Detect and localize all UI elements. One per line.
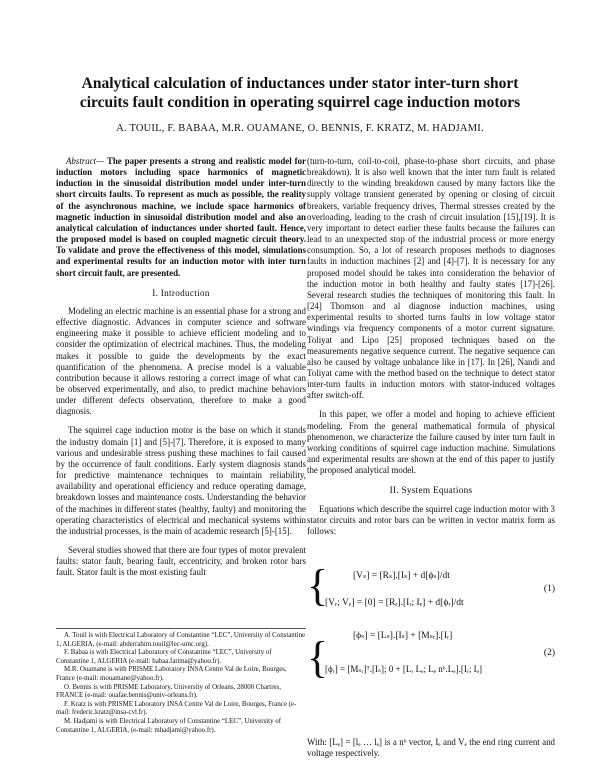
body-paragraph: In this paper, we offer a model and hoping to achieve efficient modeling. From the general mathematical formula of physical phenomenon, we characterize the failure caused by inter turn fault in working conditions of squirrel cage induction machine. Simulations and experimental results are shown at the end of this paper to justify the proposed analytical model. bbox=[307, 409, 555, 476]
equation-1 bbox=[307, 560, 555, 618]
equation-1-line-1: [Vₛ] = [Rₛ].[Iₛ] + d[ϕₛ]/dt bbox=[353, 571, 450, 581]
footnote: M. Hadjami is with Electrical Laboratory of Constantine “LEC”, University of Constantine 1, ALGERIA, (e-mail: mhadjami@yahoo.fr). bbox=[56, 717, 281, 734]
equation-2-line-2: [ϕᵣ] = [Mₛᵣ]ᵀ.[Iₛ]; 0 + [Lᵣ Lₑ; Lₑ nᵇ.Lₑ].[Iᵣ; Iₑ] bbox=[325, 664, 482, 674]
abstract-label: Abstract bbox=[66, 156, 97, 166]
title-line-1: Analytical calculation of inductances under stator inter-turn short bbox=[81, 75, 519, 92]
footnote-rule bbox=[56, 628, 306, 629]
footnote: F. Babaa is with Electrical Laboratory of Constantine “LEC”, University of Constantine 1, ALGERIA (e-mail: babaa.fatima@yahoo.fr). bbox=[56, 649, 272, 665]
intro-paragraph-3: Several studies showed that there are four types of motor prevalent faults: stator fault, bearing fault, eccentricity, and broken rotor bars fault. Stator fault is the most existing fault bbox=[56, 545, 306, 578]
paper-title bbox=[40, 74, 560, 112]
abstract bbox=[56, 156, 306, 279]
body-paragraph: (turn-to-turn, coil-to-coil, phase-to-phase short circuits, and phase breakdown). It is also well known that the inter turn fault is related directly to the winding breakdown caused by many factors like the supply voltage transient generated by opening or closing of circuit breakers, variable frequency drives, Thermal stresses created by the overloading, leading to the crash of circuit insulation [15],[19]. It is very important to detect earlier these faults because the failures can lead to an unexpected stop of the industrial process or more energy consumption. So, a lot of research proposes methods to diagnoses faults in induction machines [2] and [4]-[7]. It is necessary for any proposed model should be takes into consideration the behavior of the induction motor in both healthy and faulty states [17]-[26]. Several research studies the techniques of monitoring this fault. In [24] Thomson and al diagnose induction machines, using experimental results to shorted turns faults in low voltage stator windings via frequency components of a motor current signature. Toliyat and Lipo [25] proposed techniques based on the measurements negative sequence current. The negative sequence can also be caused by voltage unbalance like in [17]. In [26], Nandi and Toliyat came with the method based on the technique to detect stator inter-turn faults in induction motors with stator-induced voltages after switch-off. bbox=[307, 156, 555, 401]
footnote: A. Touil is with Electrical Laboratory of Constantine “LEC”, University of Constantine 1, ALGERIA, (e-mail: abderrahim.touil@lec-umc.org). bbox=[56, 632, 306, 648]
left-brace: { bbox=[307, 633, 329, 682]
abstract-text: The paper presents a strong and realistic model for induction motors including space harmonics of magnetic induction in the sinusoidal distribution model under inter-turn short circuits faults. To represent as much as possible, the reality of the asynchronous machine, we include space harmonics of magnetic induction in sinusoidal distribution model and also an analytical calculation of inductances under shorted fault. Hence, the proposed model is based on coupled magnetic circuit theory. To validate and prove the effectiveness of this model, simulations and experimental results for an induction motor with inter turn short circuit fault, are presented. bbox=[56, 156, 306, 278]
equations-intro: Equations which describe the squirrel cage induction motor with 3 stator circuits and rotor bars can be written in vector matrix form as follows: bbox=[307, 503, 555, 536]
left-column bbox=[56, 156, 306, 578]
section-heading-introduction: I. Introduction bbox=[152, 287, 210, 298]
author-list: A. TOUIL, F. BABAA, M.R. OUAMANE, O. BENNIS, F. KRATZ, M. HADJAMI. bbox=[116, 123, 484, 134]
equation-1-line-2: [Vᵣ; Vₑ] = [0] = [Rᵣ].[Iᵣ; Iₑ] + d[ϕᵣ]/dt bbox=[325, 598, 464, 608]
footnotes bbox=[56, 632, 306, 735]
section-heading-system-equations: II. System Equations bbox=[389, 485, 473, 496]
equation-number: (1) bbox=[543, 584, 555, 594]
footnote: M.R. Ouamane is with PRISME Laboratory INSA Centre Val de Loire, Bourges, France (e-mail: mouamane@yahoo.fr). bbox=[56, 666, 287, 682]
title-line-2: circuits fault condition in operating squirrel cage induction motors bbox=[79, 94, 521, 111]
footnote: O. Bennis is with PRISME Laboratory, University of Orleans, 28000 Chartres, FRANCE (e-mail: ouafae.bennis@univ-orleans.fr). bbox=[56, 683, 281, 700]
left-brace: { bbox=[307, 561, 329, 610]
equation-2-line-1: [ϕₛ] = [Lₛ].[Iₛ] + [Mₛᵣ].[Iᵣ] bbox=[353, 631, 453, 641]
footnote: F. Kratz is with PRISME Laboratory INSA Centre Val de Loire, Bourges, France (e-mail: frederic.kratz@insa-cvl.fr). bbox=[56, 700, 297, 717]
equation-2 bbox=[307, 624, 555, 704]
equation-number: (2) bbox=[543, 648, 555, 658]
intro-paragraph-2: The squirrel cage induction motor is the base on which it stands the industry domain [1] and [5]-[7]. Therefore, it is exposed to many various and undesirable stress pushing these machines to fail caused by the occurrence of fault conditions. Early system diagnosis stands for predictive maintenance techniques to maintain reliability, availability and operational efficiency and reduce operating damage, breakdown losses and maintenance costs. Understanding the behavior of the machines in different states (healthy, faulty) and monitoring the operating characteristics of electrical and mechanical systems within the industrial processes, is the main of academic research [5]-[15]. bbox=[56, 425, 306, 536]
equation-explanation: With: [Lₑ] = [lₑ … lₑ] is a nᵇ vector, Iₑ and Vₑ the end ring current and voltage respectively. bbox=[307, 737, 555, 759]
abstract-dash: — bbox=[96, 156, 107, 166]
intro-paragraph-1: Modeling an electric machine is an essential phase for a strong and effective diagnostic. Advances in computer science and software engineering make it possible to achieve efficient modeling and to consider the optimization of electrical machines. Thus, the modeling makes it possible to guide the developments by the exact quantification of the phenomena. A precise model is a valuable contribution because it allows restoring a correct image of what can be observed experimentally, and also, to predict machine behaviors under different defects observation, therefore to make a good diagnosis. bbox=[56, 305, 306, 417]
right-column bbox=[307, 156, 555, 537]
